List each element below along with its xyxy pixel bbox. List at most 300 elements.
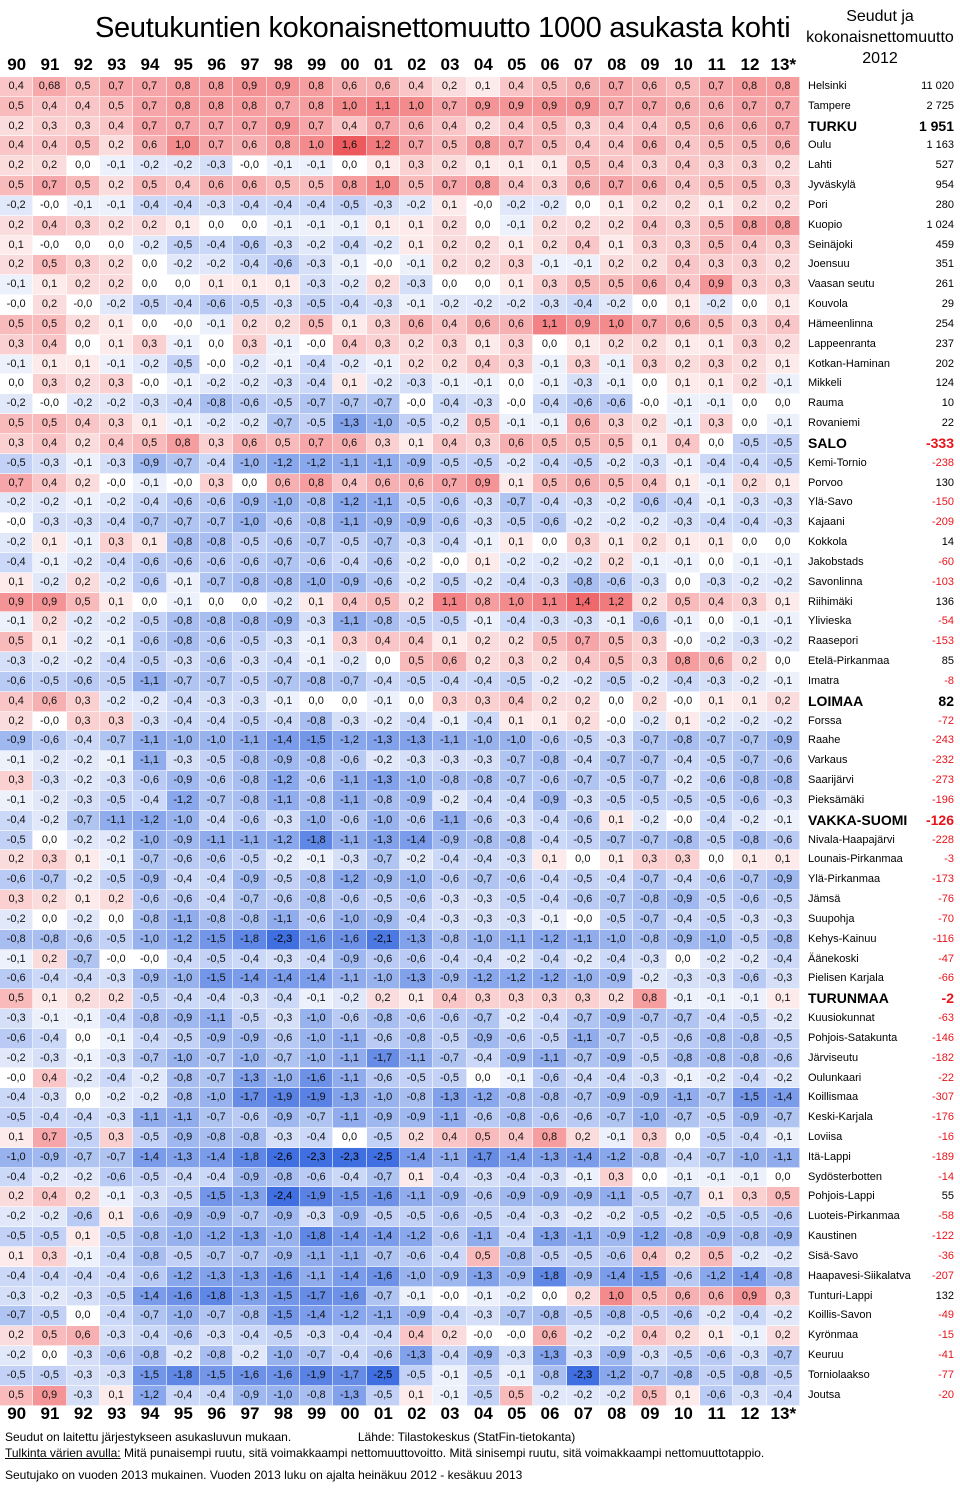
heatmap-cell: -0,3 (467, 890, 500, 910)
heatmap-cell: -0,4 (300, 196, 333, 216)
heatmap-cell: 0,6 (333, 77, 366, 97)
heatmap-cell: 0,5 (700, 1247, 733, 1267)
heatmap-cell: 0,3 (500, 989, 533, 1009)
heatmap-cell: 0,8 (300, 474, 333, 494)
heatmap-cell: -0,0 (0, 295, 33, 315)
heatmap-cell: -1,0 (267, 493, 300, 513)
heatmap-cell: 0,8 (300, 97, 333, 117)
heatmap-cell: -0,1 (200, 315, 233, 335)
heatmap-cell: 0,3 (533, 275, 566, 295)
heatmap-cell: -0,4 (467, 672, 500, 692)
heatmap-cell: -0,2 (133, 692, 166, 712)
heatmap-cell: 0,5 (667, 117, 700, 137)
heatmap-cell: -0,2 (67, 771, 100, 791)
region-name: Kemi-Tornio (808, 456, 867, 469)
heatmap-cell: -0,7 (67, 811, 100, 831)
heatmap-cell: -0,2 (467, 295, 500, 315)
heatmap-cell: -0,4 (433, 850, 466, 870)
heatmap-cell: 0,4 (0, 692, 33, 712)
year-label: 13* (770, 1404, 797, 1423)
order-note: Seudut on laitettu järjestykseen asukasluvun mukaan. (5, 1430, 292, 1444)
heatmap-cell: -0,5 (567, 870, 600, 890)
heatmap-cell: -0,1 (33, 1009, 66, 1029)
heatmap-cell: -0,7 (200, 1306, 233, 1326)
heatmap-cell: -0,5 (700, 1108, 733, 1128)
heatmap-cell: 0,3 (0, 434, 33, 454)
heatmap-cell: -0,9 (600, 1088, 633, 1108)
table-row (0, 176, 960, 196)
heatmap-cell: 0,1 (600, 236, 633, 256)
heatmap-cell: 0,0 (567, 850, 600, 870)
heatmap-cell: -0,2 (200, 374, 233, 394)
heatmap-cell: -1,3 (533, 1148, 566, 1168)
table-row (0, 236, 960, 256)
heatmap-cell: -0,4 (267, 989, 300, 1009)
heatmap-cell: 0,2 (467, 652, 500, 672)
heatmap-cell: -0,1 (600, 1128, 633, 1148)
heatmap-cell: -1,0 (167, 1227, 200, 1247)
heatmap-cell: -1,0 (400, 771, 433, 791)
heatmap-cell: -0,7 (700, 731, 733, 751)
heatmap-cell: -0,4 (333, 1168, 366, 1188)
heatmap-cell: -0,7 (600, 1029, 633, 1049)
heatmap-cell: -0,7 (733, 731, 766, 751)
heatmap-cell: -0,8 (767, 1267, 800, 1287)
heatmap-cell: 0,7 (500, 136, 533, 156)
heatmap-cell: -0,5 (367, 1128, 400, 1148)
heatmap-cell: -0,5 (33, 1366, 66, 1386)
heatmap-cell: -0,7 (600, 1108, 633, 1128)
heatmap-cell: -1,2 (600, 1366, 633, 1386)
net-migration-2012: -228 (931, 833, 954, 846)
heatmap-cell: -1,7 (300, 1287, 333, 1307)
heatmap-cell: -0,0 (167, 474, 200, 494)
heatmap-cell: 0,0 (100, 236, 133, 256)
heatmap-cell: 0,6 (233, 136, 266, 156)
heatmap-cell: -0,2 (67, 870, 100, 890)
heatmap-cell: -0,9 (0, 731, 33, 751)
heatmap-cell: -0,5 (167, 236, 200, 256)
heatmap-cell: -0,8 (167, 533, 200, 553)
heatmap-cell: 0,8 (633, 989, 666, 1009)
heatmap-cell: 0,0 (700, 553, 733, 573)
heatmap-cell: -0,1 (533, 414, 566, 434)
heatmap-cell: 0,1 (133, 533, 166, 553)
heatmap-cell: -1,7 (467, 1148, 500, 1168)
net-migration-2012: 459 (935, 238, 954, 251)
heatmap-cell: 0,3 (467, 989, 500, 1009)
heatmap-cell: 0,7 (633, 315, 666, 335)
heatmap-cell: -0,9 (667, 890, 700, 910)
heatmap-cell: 0,4 (667, 434, 700, 454)
heatmap-cell: -0,3 (767, 969, 800, 989)
heatmap-cell: 0,4 (333, 117, 366, 137)
heatmap-cell: -0,1 (733, 1326, 766, 1346)
heatmap-cell: -0,4 (267, 652, 300, 672)
heatmap-cell: 0,0 (633, 374, 666, 394)
heatmap-cell: -0,4 (133, 493, 166, 513)
region-name: Oulunkaari (808, 1071, 862, 1084)
heatmap-cell: -0,9 (233, 1168, 266, 1188)
heatmap-cell: -0,2 (767, 712, 800, 732)
heatmap-cell: -0,5 (567, 1247, 600, 1267)
heatmap-cell: 0,2 (67, 275, 100, 295)
table-row (0, 1267, 960, 1287)
heatmap-cell: 0,2 (667, 196, 700, 216)
year-label: 12 (740, 55, 760, 74)
heatmap-cell: -0,0 (367, 255, 400, 275)
heatmap-cell: -0,2 (533, 672, 566, 692)
heatmap-cell: -0,1 (567, 255, 600, 275)
heatmap-cell: 0,5 (67, 176, 100, 196)
heatmap-cell: -0,9 (167, 1128, 200, 1148)
heatmap-cell: -1,3 (333, 414, 366, 434)
heatmap-cell: -0,8 (733, 771, 766, 791)
year-label: 06 (540, 55, 560, 74)
heatmap-cell: -0,2 (67, 394, 100, 414)
heatmap-cell: 0,4 (100, 434, 133, 454)
heatmap-cell: -0,3 (33, 454, 66, 474)
heatmap-cell: -0,3 (300, 612, 333, 632)
table-row (0, 315, 960, 335)
heatmap-cell: -1,8 (300, 831, 333, 851)
heatmap-cell: 0,6 (433, 652, 466, 672)
heatmap-cell: -0,0 (33, 196, 66, 216)
heatmap-cell: -1,1 (367, 1306, 400, 1326)
heatmap-cell: -0,7 (633, 1366, 666, 1386)
region-name: Jyväskylä (808, 179, 856, 192)
heatmap-cell: -0,6 (133, 553, 166, 573)
region-name: Kyrönmaa (808, 1329, 859, 1342)
net-migration-2012: -273 (931, 774, 954, 787)
table-row (0, 1207, 960, 1227)
heatmap-cell: -0,6 (300, 553, 333, 573)
heatmap-cell: 0,2 (600, 553, 633, 573)
heatmap-cell: -0,9 (633, 1088, 666, 1108)
heatmap-cell: -0,3 (100, 1326, 133, 1346)
table-row (0, 1187, 960, 1207)
heatmap-cell: -0,6 (433, 1009, 466, 1029)
heatmap-cell: 0,3 (400, 156, 433, 176)
heatmap-cell: -0,4 (233, 196, 266, 216)
heatmap-cell: -0,1 (167, 374, 200, 394)
heatmap-cell: 0,2 (100, 216, 133, 236)
heatmap-cell: 0,0 (767, 394, 800, 414)
heatmap-cell: -0,5 (467, 1366, 500, 1386)
heatmap-cell: 0,0 (333, 156, 366, 176)
heatmap-cell: -0,8 (167, 1069, 200, 1089)
heatmap-cell: -0,6 (467, 811, 500, 831)
heatmap-cell: 0,4 (33, 434, 66, 454)
heatmap-cell: -0,7 (100, 731, 133, 751)
heatmap-cell: -0,7 (167, 513, 200, 533)
heatmap-cell: -0,6 (667, 1306, 700, 1326)
heatmap-cell: 0,2 (0, 1187, 33, 1207)
heatmap-cell: -0,1 (133, 474, 166, 494)
heatmap-cell: -1,6 (333, 930, 366, 950)
heatmap-cell: -1,4 (300, 969, 333, 989)
heatmap-cell: -0,5 (167, 1029, 200, 1049)
heatmap-cell: -0,7 (500, 1306, 533, 1326)
heatmap-cell: -0,1 (100, 355, 133, 375)
heatmap-cell: 0,1 (467, 77, 500, 97)
heatmap-cell: -0,6 (233, 236, 266, 256)
heatmap-cell: -0,4 (33, 969, 66, 989)
heatmap-cell: -0,2 (567, 553, 600, 573)
net-migration-2012: -36 (938, 1249, 954, 1262)
heatmap-cell: -0,4 (0, 1088, 33, 1108)
year-label: 10 (673, 55, 693, 74)
heatmap-cell: -1,0 (167, 731, 200, 751)
heatmap-cell: -0,5 (100, 1287, 133, 1307)
region-name: Lappeenranta (808, 337, 876, 350)
heatmap-cell: 0,0 (100, 910, 133, 930)
heatmap-cell: -0,6 (133, 573, 166, 593)
net-migration-2012: -238 (931, 456, 954, 469)
heatmap-cell: 0,1 (467, 156, 500, 176)
region-name: Nivala-Haapajärvi (808, 833, 895, 846)
heatmap-cell: 0,6 (700, 97, 733, 117)
heatmap-cell: -0,6 (533, 513, 566, 533)
net-migration-2012: 1 024 (926, 218, 954, 231)
heatmap-cell: -0,1 (67, 1009, 100, 1029)
heatmap-cell: 0,3 (500, 255, 533, 275)
heatmap-cell: 0,4 (33, 1187, 66, 1207)
heatmap-cell: -1,0 (367, 811, 400, 831)
heatmap-cell: 1,2 (367, 136, 400, 156)
footnote-line (5, 1445, 955, 1461)
heatmap-cell: -0,8 (700, 1029, 733, 1049)
heatmap-cell: -0,9 (533, 1187, 566, 1207)
heatmap-cell: -0,2 (733, 1247, 766, 1267)
net-migration-2012: -63 (938, 1012, 954, 1024)
heatmap-cell: -0,9 (267, 1207, 300, 1227)
heatmap-cell: -0,5 (633, 1207, 666, 1227)
heatmap-cell: -1,5 (333, 1187, 366, 1207)
heatmap-cell: -0,2 (0, 1346, 33, 1366)
heatmap-cell: 0,1 (233, 275, 266, 295)
heatmap-cell: 0,1 (267, 275, 300, 295)
heatmap-cell: -0,4 (300, 1128, 333, 1148)
side-header-line: kokonaisnettomuutto (806, 29, 954, 46)
heatmap-cell: -0,2 (100, 394, 133, 414)
heatmap-cell: 0,2 (467, 632, 500, 652)
heatmap-cell: 0,1 (467, 335, 500, 355)
heatmap-cell: 0,5 (67, 77, 100, 97)
heatmap-cell: 0,5 (667, 77, 700, 97)
heatmap-cell: -0,1 (500, 414, 533, 434)
heatmap-cell: 0,4 (367, 632, 400, 652)
heatmap-cell: -0,2 (0, 1207, 33, 1227)
region-name: Äänekoski (808, 952, 859, 965)
heatmap-cell: -0,2 (633, 672, 666, 692)
heatmap-cell: -0,2 (333, 275, 366, 295)
heatmap-cell: 0,4 (433, 1128, 466, 1148)
heatmap-cell: 0,0 (233, 474, 266, 494)
heatmap-cell: 0,1 (767, 355, 800, 375)
heatmap-cell: -0,0 (500, 394, 533, 414)
heatmap-cell: -0,7 (200, 1108, 233, 1128)
heatmap-cell: 0,9 (267, 117, 300, 137)
heatmap-cell: -0,8 (233, 910, 266, 930)
heatmap-cell: -1,0 (500, 731, 533, 751)
heatmap-cell: -0,8 (300, 890, 333, 910)
table-row (0, 1128, 960, 1148)
heatmap-cell: -0,4 (0, 811, 33, 831)
heatmap-cell: -0,2 (200, 255, 233, 275)
heatmap-cell: -0,4 (200, 1386, 233, 1406)
heatmap-cell: -0,5 (667, 1346, 700, 1366)
heatmap-cell: -0,9 (133, 870, 166, 890)
heatmap-cell: -1,3 (233, 1227, 266, 1247)
heatmap-cell: -0,8 (733, 1029, 766, 1049)
heatmap-cell: -0,3 (500, 910, 533, 930)
heatmap-cell: -1,2 (167, 930, 200, 950)
heatmap-cell: 0,5 (700, 315, 733, 335)
heatmap-cell: -0,7 (367, 1247, 400, 1267)
heatmap-cell: 0,4 (567, 652, 600, 672)
heatmap-cell: 0,4 (733, 236, 766, 256)
heatmap-cell: -0,4 (0, 1267, 33, 1287)
heatmap-cell: -1,4 (267, 731, 300, 751)
heatmap-cell: -0,6 (167, 850, 200, 870)
heatmap-cell: 0,0 (433, 275, 466, 295)
heatmap-cell: -0,3 (700, 573, 733, 593)
year-label: 00 (340, 55, 360, 74)
heatmap-cell: -0,4 (333, 295, 366, 315)
year-label: 02 (407, 1404, 427, 1423)
region-name: SALO (808, 434, 847, 451)
heatmap-cell: -0,2 (67, 652, 100, 672)
heatmap-cell: -0,5 (700, 1128, 733, 1148)
net-migration-2012: 254 (935, 317, 954, 330)
table-row (0, 414, 960, 434)
table-row (0, 493, 960, 513)
heatmap-cell: -0,8 (667, 1366, 700, 1386)
heatmap-cell: 0,6 (667, 315, 700, 335)
heatmap-cell: 0,7 (33, 176, 66, 196)
heatmap-cell: 0,2 (67, 989, 100, 1009)
region-name: LOIMAA (808, 692, 864, 709)
heatmap-cell: 0,1 (100, 335, 133, 355)
heatmap-cell: -1,1 (133, 672, 166, 692)
heatmap-cell: 0,2 (233, 315, 266, 335)
heatmap-cell: 0,3 (633, 652, 666, 672)
heatmap-cell: 0,0 (233, 593, 266, 613)
heatmap-cell: -0,7 (200, 672, 233, 692)
year-label: 95 (173, 55, 193, 74)
year-label: 03 (440, 55, 460, 74)
heatmap-cell: -0,1 (0, 751, 33, 771)
heatmap-cell: -0,8 (667, 831, 700, 851)
heatmap-cell: -1,6 (267, 1267, 300, 1287)
heatmap-cell: -0,4 (333, 553, 366, 573)
table-row (0, 1306, 960, 1326)
heatmap-cell: -0,1 (0, 275, 33, 295)
heatmap-cell: 0,2 (267, 315, 300, 335)
heatmap-cell: -0,0 (33, 236, 66, 256)
heatmap-cell: -1,2 (600, 1148, 633, 1168)
heatmap-cell: 0,0 (733, 394, 766, 414)
heatmap-cell: 0,9 (467, 97, 500, 117)
heatmap-cell: -0,8 (600, 1306, 633, 1326)
heatmap-cell: 0,5 (633, 1386, 666, 1406)
heatmap-cell: 0,2 (433, 255, 466, 275)
heatmap-cell: -0,9 (133, 454, 166, 474)
heatmap-cell: 0,7 (133, 77, 166, 97)
heatmap-cell: 0,3 (633, 1128, 666, 1148)
heatmap-cell: -0,7 (700, 1088, 733, 1108)
heatmap-cell: -1,0 (600, 930, 633, 950)
year-label: 10 (673, 1404, 693, 1423)
heatmap-cell: -0,5 (100, 1227, 133, 1247)
year-label: 09 (640, 55, 660, 74)
net-migration-2012: 1 163 (926, 139, 954, 152)
heatmap-cell: -0,8 (233, 612, 266, 632)
heatmap-cell: -0,7 (200, 1247, 233, 1267)
heatmap-cell: 0,5 (0, 315, 33, 335)
table-row (0, 255, 960, 275)
heatmap-cell: -0,2 (367, 712, 400, 732)
heatmap-cell: -0,4 (433, 672, 466, 692)
heatmap-cell: 0,2 (400, 335, 433, 355)
heatmap-cell: 1,6 (333, 136, 366, 156)
heatmap-cell: 0,1 (133, 414, 166, 434)
heatmap-cell: -0,2 (767, 1009, 800, 1029)
heatmap-cell: 0,3 (533, 989, 566, 1009)
region-name: TURUNMAA (808, 990, 889, 1007)
heatmap-cell: -0,6 (433, 513, 466, 533)
heatmap-cell: 0,5 (667, 593, 700, 613)
year-label: 97 (240, 55, 260, 74)
heatmap-cell: 0,2 (0, 156, 33, 176)
heatmap-cell: -1,9 (300, 1088, 333, 1108)
net-migration-2012: 130 (935, 476, 954, 489)
heatmap-cell: -0,2 (433, 414, 466, 434)
heatmap-cell: -0,3 (300, 255, 333, 275)
heatmap-cell: -0,3 (133, 712, 166, 732)
year-label: 02 (407, 55, 427, 74)
heatmap-cell: 0,3 (600, 414, 633, 434)
heatmap-cell: -0,4 (767, 1386, 800, 1406)
heatmap-cell: 0,4 (433, 117, 466, 137)
heatmap-cell: -0,4 (200, 989, 233, 1009)
heatmap-cell: -0,9 (333, 950, 366, 970)
heatmap-cell: -1,1 (333, 1247, 366, 1267)
heatmap-cell: -1,9 (267, 1088, 300, 1108)
heatmap-cell: -0,3 (533, 1207, 566, 1227)
heatmap-cell: 0,6 (667, 1287, 700, 1307)
heatmap-cell: 0,1 (600, 850, 633, 870)
heatmap-cell: 0,5 (600, 474, 633, 494)
heatmap-cell: 0,3 (733, 315, 766, 335)
heatmap-cell: -0,4 (167, 870, 200, 890)
heatmap-cell: -0,1 (733, 1168, 766, 1188)
heatmap-cell: -0,7 (133, 1306, 166, 1326)
heatmap-cell: -0,2 (500, 196, 533, 216)
heatmap-cell: 0,7 (433, 97, 466, 117)
heatmap-cell: 0,0 (367, 652, 400, 672)
heatmap-cell: -0,1 (100, 1029, 133, 1049)
heatmap-cell: 0,3 (233, 335, 266, 355)
heatmap-cell: 0,8 (233, 97, 266, 117)
heatmap-cell: 0,2 (467, 236, 500, 256)
heatmap-cell: -0,2 (0, 196, 33, 216)
heatmap-cell: -0,2 (567, 950, 600, 970)
table-row (0, 275, 960, 295)
heatmap-cell: 0,1 (500, 533, 533, 553)
net-migration-2012: -103 (931, 575, 954, 588)
